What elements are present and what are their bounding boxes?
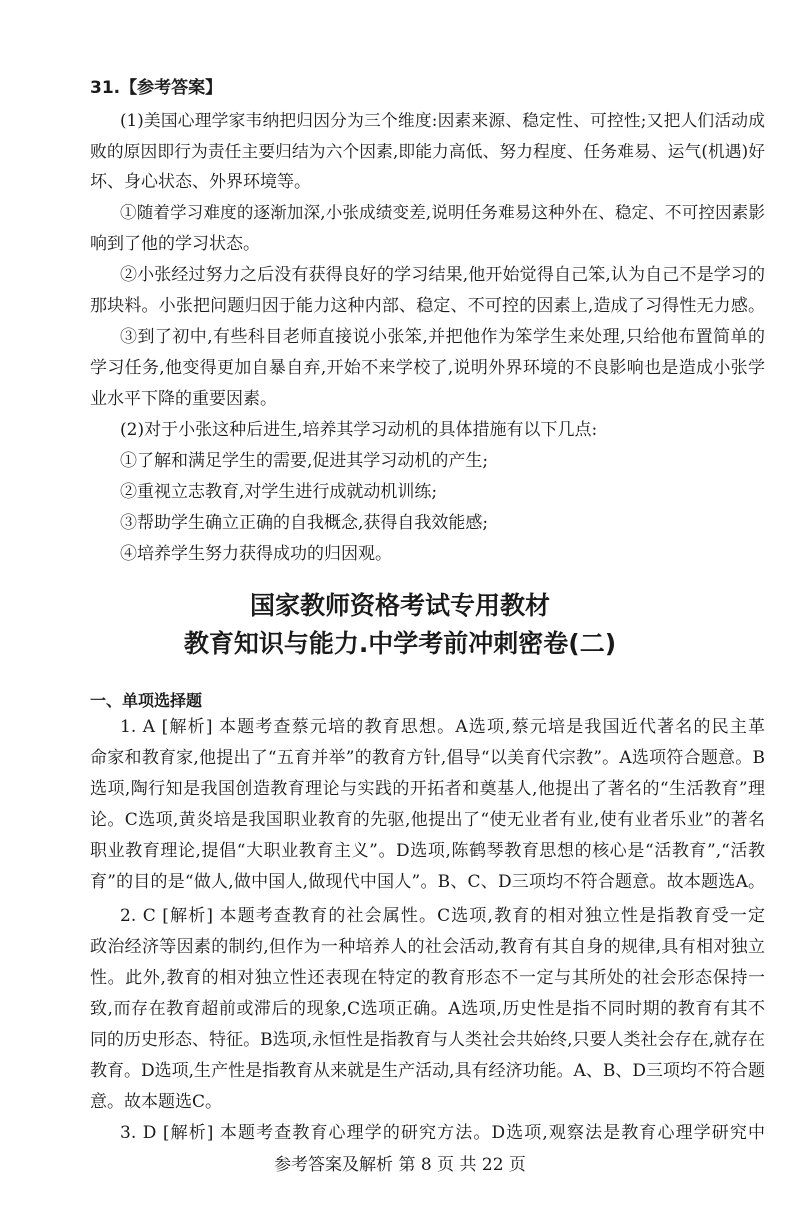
- list-item: ②重视立志教育,对学生进行成就动机训练;: [120, 482, 438, 502]
- answer-line: 选项,陶行知是我国创造教育理论与实践的开拓者和奠基人,他提出了著名的“生活教育”理: [90, 779, 765, 799]
- answer-line: 性。此外,教育的相对独立性还表现在特定的教育形态不一定与其所处的社会形态保持一: [90, 968, 765, 988]
- answer-line: 命家和教育家,他提出了“五育并举”的教育方针,倡导“以美育代宗教”。A选项符合题意。B: [90, 748, 765, 768]
- exam-paper-title: 教育知识与能力.中学考前冲刺密卷(二): [183, 629, 617, 658]
- answer-line: 教育。D选项,生产性是指教育从来就是生产活动,具有经济功能。A、B、D三项均不符合题: [90, 1061, 765, 1081]
- list-item: ①了解和满足学生的需要,促进其学习动机的产生;: [120, 451, 489, 471]
- paragraph-line: ③到了初中,有些科目老师直接说小张笨,并把他作为笨学生来处理,只给他布置简单的: [120, 327, 765, 347]
- paragraph-line: 那块料。小张把问题归因于能力这种内部、稳定、不可控的因素上,造成了习得性无力感。: [90, 296, 765, 316]
- answer-line: 职业教育理论,提倡“大职业教育主义”。D选项,陈鹤琴教育思想的核心是“活教育”,“活教: [90, 841, 765, 861]
- answer-line: 2. C [解析] 本题考查教育的社会属性。C选项,教育的相对独立性是指教育受一定: [120, 906, 765, 926]
- answer-31-heading: 31.【参考答案】: [90, 78, 223, 98]
- answer-line: 政治经济等因素的制约,但作为一种培养人的社会活动,教育有其自身的规律,具有相对独立: [90, 937, 765, 957]
- paragraph-line: 业水平下降的重要因素。: [90, 389, 277, 409]
- answer-line: 1. A [解析] 本题考查蔡元培的教育思想。A选项,蔡元培是我国近代著名的民主革: [120, 717, 765, 737]
- answer-line: 3. D [解析] 本题考查教育心理学的研究方法。D选项,观察法是教育心理学研究中: [120, 1123, 765, 1143]
- paragraph-line: 坏、身心状态、外界环境等。: [90, 172, 311, 192]
- answer-line: 致,而存在教育超前或滞后的现象,C选项正确。A选项,历史性是指不同时期的教育有其不: [90, 999, 765, 1019]
- paragraph-line: 败的原因即行为责任主要归结为六个因素,即能力高低、努力程度、任务难易、运气(机遇)好: [90, 141, 765, 161]
- answer-line: 意。故本题选C。: [90, 1092, 223, 1112]
- answer-line: 论。C选项,黄炎培是我国职业教育的先驱,他提出了“使无业者有业,使有业者乐业”的著名: [90, 810, 765, 830]
- section-heading: 一、单项选择题: [90, 691, 203, 710]
- paragraph-line: (2)对于小张这种后进生,培养其学习动机的具体措施有以下几点:: [120, 420, 598, 440]
- answer-line: 育”的目的是“做人,做中国人,做现代中国人”。B、C、D三项均不符合题意。故本题选A。: [90, 872, 765, 892]
- paragraph-line: ②小张经过努力之后没有获得良好的学习结果,他开始觉得自己笨,认为自己不是学习的: [120, 265, 765, 285]
- answer-line: 同的历史形态、特征。B选项,永恒性是指教育与人类社会共始终,只要人类社会存在,就存在: [90, 1030, 765, 1050]
- paragraph-line: ①随着学习难度的逐渐加深,小张成绩变差,说明任务难易这种外在、稳定、不可控因素影: [120, 203, 765, 222]
- paragraph-line: (1)美国心理学家韦纳把归因分为三个维度:因素来源、稳定性、可控性;又把人们活动成: [120, 110, 765, 130]
- list-item: ④培养学生努力获得成功的归因观。: [120, 544, 392, 564]
- list-item: ③帮助学生确立正确的自我概念,获得自我效能感;: [120, 513, 489, 533]
- exam-series-title: 国家教师资格考试专用教材: [249, 591, 550, 620]
- paragraph-line: 响到了他的学习状态。: [90, 234, 260, 254]
- page-footer: 参考答案及解析 第 8 页 共 22 页: [274, 1155, 526, 1175]
- paragraph-line: 学习任务,他变得更加自暴自弃,开始不来学校了,说明外界环境的不良影响也是造成小张学: [90, 358, 765, 378]
